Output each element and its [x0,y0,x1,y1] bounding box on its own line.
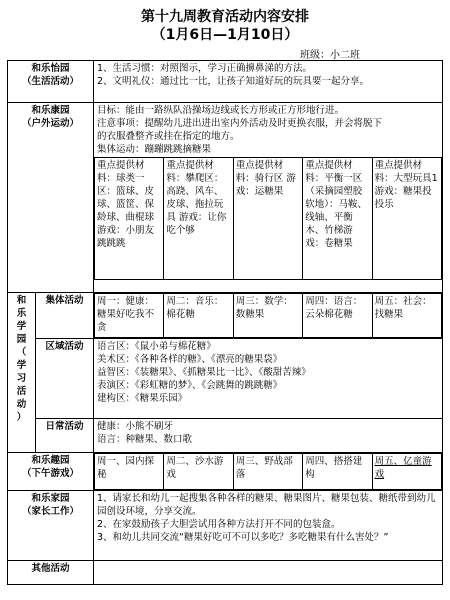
outdoor-header: 和乐康园 （户外运动） [8,103,94,293]
family-content: 1、请家长和幼儿一起搜集各种各样的糖果、糖果图片、糖果包装、糖纸带到幼儿园创设环境，分享交流。 2、在家鼓励孩子大胆尝试用各种方法打开不同的包装盒。 3、和幼儿共同交流“糖果好吃可不可以多吃？多吃糖果有什么害处？” [94,491,443,561]
group-day-3: 周三：数学：数糖果 [233,294,302,338]
outdoor-note-1: 注意事项：提醒幼儿进出进出室内外活动及时更换衣服，并会将脱下 [97,118,383,129]
row-family [8,491,443,561]
games-header: 和乐趣园 （下午游戏） [8,453,94,491]
row-other [8,561,443,585]
row-games [8,453,443,491]
row-outdoor [8,103,443,293]
group-activity-content [94,293,443,339]
group-day-4: 周四：语言：云朵棉花糖 [303,294,372,338]
outdoor-goal: 目标：能由一路纵队沿操场边线或长方形或正方形地行进。 [97,105,345,116]
other-header: 其他活动 [8,561,94,585]
living-header: 和乐怡园 （生活活动） [8,61,94,103]
daily-activity-label: 日常活动 [36,419,94,453]
group-day-1: 周一：健康：糖果好吃我不贪 [95,294,164,338]
outdoor-materials [94,157,442,280]
class-label: 班级：小二班 [300,50,360,61]
living-content: 1、生活习惯：对照图示，学习正确擤鼻涕的方法。 2、文明礼仪：通过比一比，让孩子知道好玩的玩具要一起分享。 [94,61,443,103]
other-content [94,561,443,585]
learning-header: 和 乐 学 园 （ 学 习 活 动 ） [8,293,36,453]
material-4: 重点提供材料：平衡一区（采摘园塑胶软地）：马鞍、线轴、平衡木、竹梯游戏：卷糖果 [303,158,372,280]
group-day-2: 周二：音乐：棉花糖 [164,294,233,338]
material-2: 重点提供材料：攀爬区：高跷、风车、皮球、拖拉玩具 游戏：让你吃个够 [164,158,233,280]
game-day-3: 周三、野战部落 [233,454,302,490]
family-header: 和乐家园 （家长工作） [8,491,94,561]
schedule-table [7,60,443,585]
group-activity-label: 集体活动 [36,293,94,339]
row-learning-group [8,293,443,339]
page-title: 第十九周教育活动内容安排 [141,9,309,25]
material-1: 重点提供材料：球类一区：篮球、皮球、篮筐、保龄球、曲棍球 游戏：小朋友跳跳跳 [95,158,164,280]
game-day-2: 周二、沙水游戏 [164,454,233,490]
daily-activity-content: 健康：小熊不刷牙 语言：种糖果、数口歌 [94,419,443,453]
material-3: 重点提供材料：骑行区 游戏：运糖果 [233,158,302,280]
outdoor-content [94,103,443,293]
game-day-5: 周五、亿童游戏 [372,454,441,490]
area-activity-content: 语言区：《鼠小弟与棉花糖》 美术区：《各种各样的糖》、《漂亮的糖果袋》 益智区：《装糖果》、《抓糖果比一比》、《酸甜苦辣》 表演区：《彩虹糖的梦》、《会跳舞的跳跳糖》 建构区：《糖果乐园》 [94,339,443,419]
games-content [94,453,443,491]
row-learning-daily [8,419,443,453]
outdoor-note-2: 的衣服叠整齐或挂在指定的地方。 [97,131,240,142]
area-activity-label: 区域活动 [36,339,94,419]
game-day-1: 周一、园内探秘 [95,454,164,490]
game-day-4: 周四、搭搭建构 [303,454,372,490]
outdoor-group: 集体运动：蹦蹦跳跳摘糖果 [97,144,212,155]
group-day-5: 周五：社会：找糖果 [372,294,441,338]
row-living [8,61,443,103]
row-learning-area [8,339,443,419]
material-5: 重点提供材料：大型玩具1 游戏：糖果投投乐 [372,158,441,280]
date-range: （1月6日—1月10日） [151,27,299,43]
